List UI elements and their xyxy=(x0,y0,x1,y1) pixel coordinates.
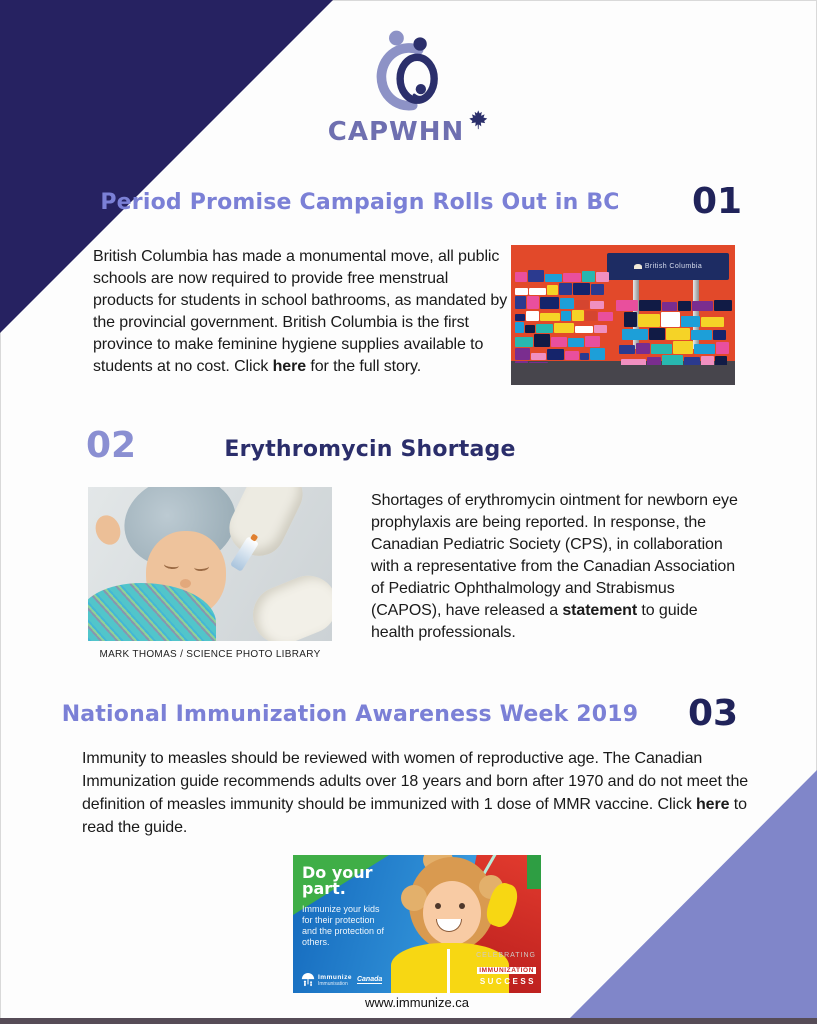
immunize-canada-logo xyxy=(301,973,382,987)
baby-hand xyxy=(92,512,125,548)
section2-paragraph xyxy=(371,490,743,644)
section3-text-post: to read the guide. xyxy=(82,796,747,836)
poster-subtext: Immunize your kids for their protection and the protection of others. xyxy=(302,904,385,947)
british-columbia-banner xyxy=(607,253,729,280)
immunize-canada-poster xyxy=(293,855,541,993)
badge-success: SUCCESS xyxy=(479,977,536,986)
baby-nose xyxy=(180,579,191,588)
section2-title: Erythromycin Shortage xyxy=(224,437,516,462)
section2-statement-link[interactable]: statement xyxy=(562,602,638,619)
badge-celebrating: CELEBRATING xyxy=(476,952,536,959)
gloved-hand xyxy=(221,487,312,565)
section3-number: 03 xyxy=(688,693,739,734)
baby-photo-credit: MARK THOMAS / SCIENCE PHOTO LIBRARY xyxy=(99,649,321,660)
celebrating-success-badge xyxy=(476,952,536,986)
section3-paragraph xyxy=(82,747,758,839)
section1-paragraph xyxy=(93,246,511,378)
section3-here-link[interactable]: here xyxy=(695,796,730,813)
poster-caption-url: www.immunize.ca xyxy=(364,995,470,1010)
girl-eye xyxy=(459,903,465,909)
section3-text-pre: Immunity to measles should be reviewed with women of reproductive age. The Canadian Immunization guide recommends adults over 18 years and born after 1970 and do not meet the definition of measles immunity should be immunized with 1 dose of MMR vaccine. Click xyxy=(82,750,749,813)
bc-logo-sun-icon xyxy=(634,264,642,269)
logo-canada: Canada xyxy=(356,976,383,983)
poster-headline: Do your part. xyxy=(302,863,373,898)
section1-text-pre: British Columbia has made a monumental move, all public schools are now required to provide free menstrual products for students in school bathrooms, as mandated by the provincial government. British Columbia is the first province to make feminine hygiene supplies available to students at no cost. Click xyxy=(93,248,508,375)
logo-wordmark-fr: Immunisation xyxy=(318,980,348,987)
footer-bar xyxy=(0,1018,817,1024)
section2-number: 02 xyxy=(86,425,137,466)
section3-title: National Immunization Awareness Week 2019 xyxy=(61,702,639,727)
girl-eye xyxy=(435,903,441,909)
section1-text-post: for the full story. xyxy=(306,358,422,375)
poster-text-block xyxy=(302,865,398,948)
poster-green-edge xyxy=(527,855,541,889)
logo-wordmark-en: Immunize xyxy=(318,973,352,981)
section1-title: Period Promise Campaign Rolls Out in BC xyxy=(100,190,620,215)
maple-leaf-icon xyxy=(467,109,489,131)
section1-number: 01 xyxy=(692,181,743,222)
girl-face xyxy=(423,881,481,945)
product-boxes-stack-right xyxy=(615,299,733,365)
section1-here-link[interactable]: here xyxy=(272,358,307,375)
badge-immunization: IMMUNIZATION xyxy=(479,967,534,974)
bc-banner-text: British Columbia xyxy=(644,263,703,270)
capwhn-logo xyxy=(328,26,489,145)
section2-text-pre: Shortages of erythromycin ointment for newborn eye prophylaxis are being reported. In response, the Canadian Pediatric Society (CPS), in collaboration with a representative from the Canadian Association of Pediatric Ophthalmology and Strabismus (CAPOS), have released a xyxy=(371,492,738,619)
product-boxes-stack-left xyxy=(514,269,614,363)
gloved-hand xyxy=(244,567,332,641)
umbrella-family-icon xyxy=(301,973,315,987)
newborn-eye-ointment-photo xyxy=(88,487,332,641)
brand-name: CAPWHN xyxy=(327,117,465,147)
menstrual-products-photo xyxy=(511,245,735,385)
parent-child-figure-icon xyxy=(372,26,446,116)
section2-text-post: to guide health professionals. xyxy=(371,602,698,641)
